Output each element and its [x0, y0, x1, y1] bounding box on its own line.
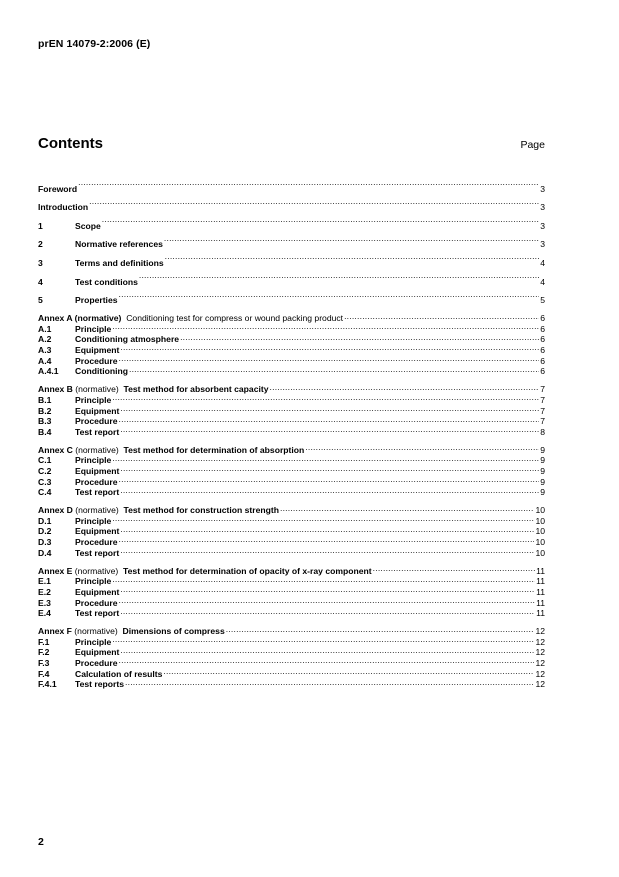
toc-leader-dots	[119, 534, 535, 545]
toc-title: Equipment	[75, 526, 120, 537]
toc-number: A.4	[38, 355, 52, 366]
toc-page-number: 4	[540, 257, 545, 268]
toc-leader-dots	[280, 503, 534, 514]
toc-page-number: 11	[536, 586, 545, 597]
toc-page-number: 3	[540, 220, 545, 231]
toc-leader-dots	[120, 545, 534, 556]
toc-entry[interactable]	[38, 192, 545, 211]
toc-number: C.3	[38, 476, 52, 487]
toc-number: 1	[38, 220, 43, 231]
contents-title: Contents	[38, 135, 103, 152]
toc-title: Principle	[75, 394, 112, 405]
toc-leader-dots	[165, 247, 540, 266]
toc-page-number: 11	[536, 565, 545, 576]
annex-label: Annex E	[38, 565, 73, 576]
toc-entry[interactable]	[38, 634, 545, 645]
annex-title: Test method for determination of opacity of x-ray component	[123, 565, 372, 576]
toc-page-number: 6	[540, 355, 545, 366]
toc-title: Procedure	[75, 537, 118, 548]
toc-title: Test reports	[75, 679, 125, 690]
toc-title: Principle	[75, 323, 112, 334]
toc-title: Procedure	[75, 416, 118, 427]
toc-entry[interactable]	[38, 382, 545, 393]
toc-number: D.4	[38, 547, 52, 558]
toc-page-number: 6	[540, 334, 545, 345]
toc-title: Test report	[75, 487, 120, 498]
annex-type: (normative)	[74, 565, 119, 576]
toc-page-number: 10	[535, 526, 545, 537]
toc-title: Test report	[75, 426, 120, 437]
toc-page-number: 9	[540, 444, 545, 455]
toc-title: Test report	[75, 547, 120, 558]
toc-title: Foreword	[38, 183, 78, 194]
toc-leader-dots	[270, 382, 540, 393]
toc-leader-dots	[344, 311, 539, 322]
document-id: prEN 14079-2:2006 (E)	[38, 38, 151, 50]
toc-leader-dots	[112, 453, 539, 464]
toc-title: Equipment	[75, 647, 120, 658]
toc-title: Principle	[75, 636, 112, 647]
toc-number: C.2	[38, 465, 52, 476]
toc-number: D.2	[38, 526, 52, 537]
toc-leader-dots	[226, 624, 535, 635]
toc-entry[interactable]	[38, 624, 545, 635]
toc-title: Test conditions	[75, 276, 138, 287]
toc-page-number: 6	[540, 323, 545, 334]
toc-page-number: 9	[540, 476, 545, 487]
toc-number: B.3	[38, 416, 52, 427]
annex-type: (normative)	[75, 444, 119, 455]
toc-number: A.2	[38, 334, 52, 345]
toc-entry[interactable]	[38, 173, 545, 192]
toc-entry[interactable]	[38, 574, 545, 585]
toc-leader-dots	[120, 524, 534, 535]
toc-page-number: 12	[535, 647, 545, 658]
annex-type: (normative)	[75, 384, 119, 395]
toc-leader-dots	[119, 414, 540, 425]
toc-entry[interactable]	[38, 442, 545, 453]
toc-page-number: 10	[535, 547, 545, 558]
toc-leader-dots	[120, 485, 539, 496]
toc-page-number: 11	[536, 576, 545, 587]
toc-number: E.3	[38, 597, 51, 608]
annex-title: Test method for absorbent capacity	[123, 384, 269, 395]
toc-leader-dots	[120, 463, 539, 474]
toc-entry[interactable]	[38, 513, 545, 524]
toc-number: E.1	[38, 576, 51, 587]
toc-leader-dots	[112, 634, 534, 645]
page-column-label: Page	[520, 139, 545, 151]
toc-page-number: 12	[535, 668, 545, 679]
toc-entry[interactable]	[38, 403, 545, 414]
toc-leader-dots	[163, 666, 534, 677]
toc-leader-dots	[373, 563, 535, 574]
toc-number: 2	[38, 239, 43, 250]
toc-title: Equipment	[75, 586, 120, 597]
toc-page-number: 5	[540, 295, 545, 306]
table-of-contents	[38, 173, 545, 690]
toc-title: Equipment	[75, 465, 120, 476]
toc-entry[interactable]	[38, 321, 545, 332]
toc-title: Calculation of results	[75, 668, 163, 679]
toc-entry[interactable]	[38, 332, 545, 343]
toc-leader-dots	[180, 332, 539, 343]
toc-page-number: 7	[540, 416, 545, 427]
toc-leader-dots	[120, 403, 539, 414]
toc-entry[interactable]	[38, 463, 545, 474]
toc-page-number: 3	[540, 183, 545, 194]
toc-page-number: 12	[535, 636, 545, 647]
toc-number: F.4.1	[38, 679, 57, 690]
toc-leader-dots	[112, 321, 539, 332]
toc-number: B.1	[38, 394, 52, 405]
toc-page-number: 12	[535, 626, 545, 637]
toc-page-number: 4	[540, 276, 545, 287]
toc-leader-dots	[120, 606, 535, 617]
toc-title: Equipment	[75, 345, 120, 356]
toc-title: Principle	[75, 455, 112, 466]
toc-page-number: 9	[540, 455, 545, 466]
toc-number: E.4	[38, 608, 51, 619]
toc-leader-dots	[120, 584, 535, 595]
toc-leader-dots	[89, 192, 539, 211]
toc-page-number: 10	[535, 505, 545, 516]
toc-title: Test report	[75, 608, 120, 619]
toc-leader-dots	[119, 353, 540, 364]
toc-entry[interactable]	[38, 645, 545, 656]
toc-entry[interactable]	[38, 229, 545, 248]
annex-label: Annex B	[38, 384, 73, 395]
toc-page-number: 6	[540, 313, 545, 324]
toc-page-number: 7	[540, 394, 545, 405]
toc-title: Procedure	[75, 597, 118, 608]
toc-title: Principle	[75, 515, 112, 526]
toc-leader-dots	[78, 173, 539, 192]
toc-leader-dots	[120, 424, 539, 435]
toc-entry[interactable]	[38, 453, 545, 464]
toc-number: F.3	[38, 657, 50, 668]
toc-title: Conditioning atmosphere	[75, 334, 180, 345]
annex-type: (normative)	[74, 313, 122, 324]
toc-title: Introduction	[38, 202, 89, 213]
toc-page-number: 3	[540, 239, 545, 250]
toc-title: Conditioning	[75, 366, 128, 377]
annex-title: Conditioning test for compress or wound packing product	[126, 313, 344, 324]
toc-number: 5	[38, 295, 43, 306]
toc-number: A.4.1	[38, 366, 59, 377]
toc-title: Principle	[75, 576, 112, 587]
toc-entry[interactable]	[38, 584, 545, 595]
annex-label: Annex D	[38, 505, 73, 516]
toc-entry[interactable]	[38, 563, 545, 574]
toc-page-number: 6	[540, 345, 545, 356]
annex-title: Test method for determination of absorption	[123, 444, 305, 455]
toc-number: C.1	[38, 455, 52, 466]
toc-leader-dots	[139, 266, 539, 285]
toc-page-number: 3	[540, 202, 545, 213]
toc-entry[interactable]	[38, 210, 545, 229]
toc-title: Procedure	[75, 355, 118, 366]
toc-leader-dots	[119, 595, 536, 606]
toc-title: Scope	[75, 220, 101, 231]
toc-title: Terms and definitions	[75, 257, 164, 268]
toc-page-number: 10	[535, 515, 545, 526]
annex-label: Annex C	[38, 444, 73, 455]
toc-page-number: 11	[536, 597, 545, 608]
toc-leader-dots	[102, 210, 539, 229]
toc-number: A.1	[38, 323, 52, 334]
annex-type: (normative)	[74, 626, 118, 637]
annex-label: Annex F	[38, 626, 72, 637]
toc-leader-dots	[305, 442, 539, 453]
toc-number: B.2	[38, 405, 52, 416]
toc-page-number: 9	[540, 465, 545, 476]
toc-title: Properties	[75, 295, 118, 306]
annex-title: Dimensions of compress	[122, 626, 225, 637]
toc-number: 3	[38, 257, 43, 268]
toc-number: B.4	[38, 426, 52, 437]
toc-leader-dots	[120, 342, 539, 353]
toc-number: 4	[38, 276, 43, 287]
toc-page-number: 8	[540, 426, 545, 437]
annex-label: Annex A	[38, 313, 73, 324]
toc-number: E.2	[38, 586, 51, 597]
toc-number: A.3	[38, 345, 52, 356]
toc-page-number: 6	[540, 366, 545, 377]
toc-number: F.4	[38, 668, 50, 679]
toc-leader-dots	[112, 392, 539, 403]
toc-leader-dots	[120, 645, 534, 656]
toc-page-number: 7	[540, 384, 545, 395]
toc-title: Procedure	[75, 476, 118, 487]
toc-number: C.4	[38, 487, 52, 498]
toc-number: D.3	[38, 537, 52, 548]
annex-type: (normative)	[75, 505, 119, 516]
toc-leader-dots	[125, 677, 534, 688]
toc-leader-dots	[119, 474, 540, 485]
toc-leader-dots	[119, 655, 535, 666]
toc-entry[interactable]	[38, 311, 545, 322]
toc-leader-dots	[112, 574, 535, 585]
toc-number: D.1	[38, 515, 52, 526]
toc-entry[interactable]	[38, 392, 545, 403]
toc-page-number: 7	[540, 405, 545, 416]
toc-number: F.2	[38, 647, 50, 658]
toc-number: F.1	[38, 636, 50, 647]
toc-leader-dots	[164, 229, 539, 248]
page-number: 2	[38, 836, 44, 848]
toc-leader-dots	[119, 285, 540, 304]
toc-leader-dots	[129, 364, 539, 375]
toc-title: Equipment	[75, 405, 120, 416]
toc-page-number: 12	[535, 657, 545, 668]
toc-page-number: 12	[535, 679, 545, 690]
toc-page-number: 10	[535, 537, 545, 548]
toc-title: Normative references	[75, 239, 163, 250]
toc-leader-dots	[112, 513, 534, 524]
annex-title: Test method for construction strength	[123, 505, 279, 516]
toc-entry[interactable]	[38, 524, 545, 535]
toc-entry[interactable]	[38, 503, 545, 514]
toc-title: Procedure	[75, 657, 118, 668]
toc-page-number: 11	[536, 608, 545, 619]
toc-page-number: 9	[540, 487, 545, 498]
